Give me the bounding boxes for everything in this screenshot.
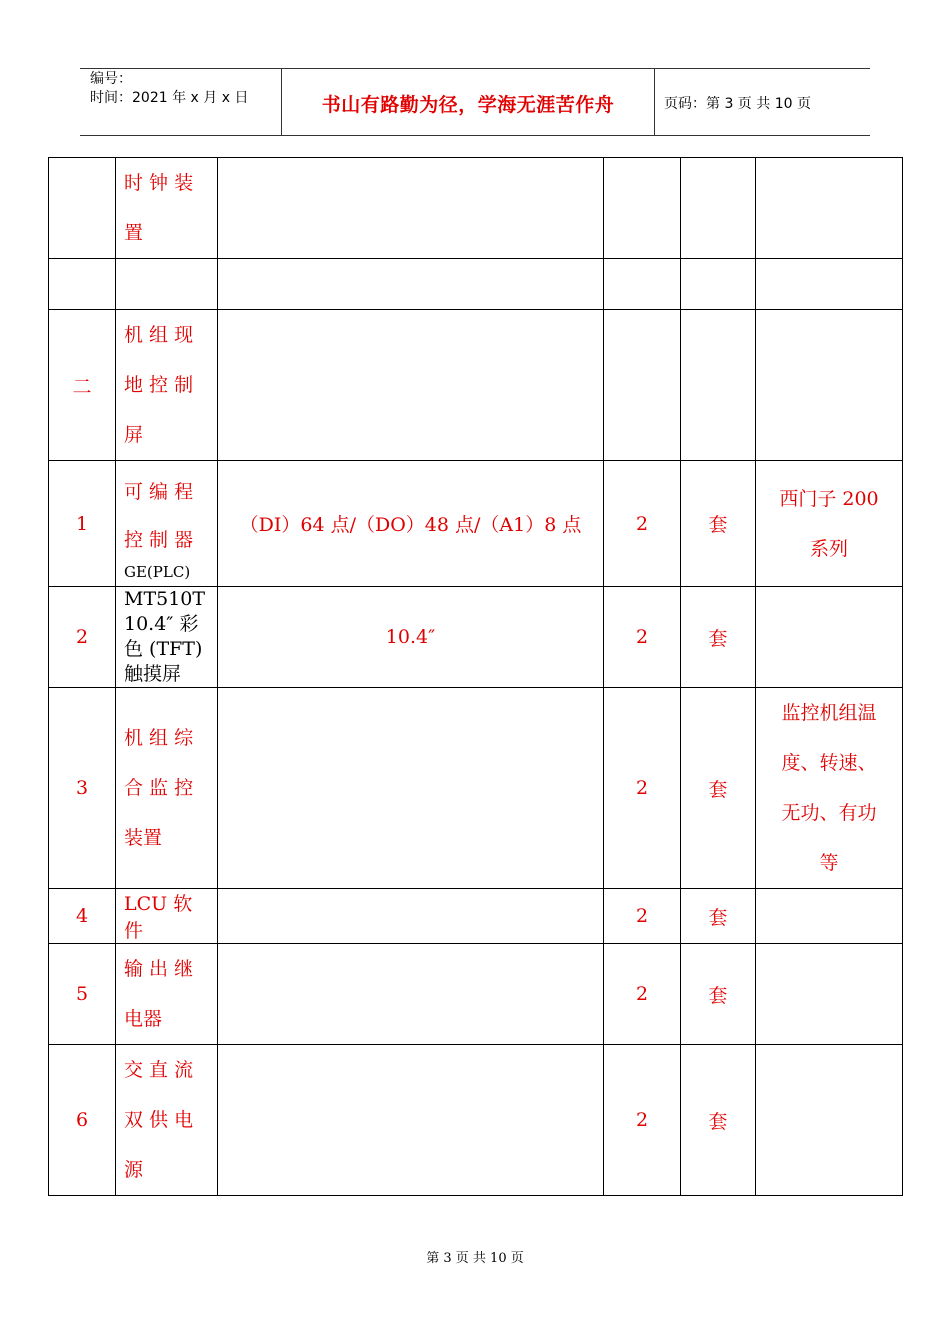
- header-page-number: 页码：第 3 页 共 10 页: [664, 96, 811, 112]
- table-row: [49, 310, 903, 461]
- row-index: 3: [49, 688, 116, 889]
- page-footer: 第 3 页 共 10 页: [426, 1251, 524, 1266]
- table-row: [49, 461, 903, 587]
- row-spec: [218, 688, 604, 889]
- row-note: [756, 1045, 903, 1196]
- table-row: [49, 587, 903, 688]
- row-name: 可 编 程 控 制 器 GE(PLC): [116, 461, 218, 587]
- row-index: [49, 259, 116, 310]
- row-spec: [218, 158, 604, 259]
- row-unit: 套: [681, 461, 756, 587]
- header-motto: 书山有路勤为径，学海无涯苦作舟: [321, 94, 615, 116]
- table-row: [49, 944, 903, 1045]
- row-qty: 2: [604, 944, 681, 1045]
- header-bottom-rule: [80, 135, 870, 136]
- row-name: 机 组 现 地 控 制 屏: [116, 310, 218, 461]
- row-spec: [218, 1045, 604, 1196]
- row-unit: [681, 310, 756, 461]
- table-row: [49, 889, 903, 944]
- row-index: 二: [49, 310, 116, 461]
- row-name: 机 组 综 合 监 控 装置: [116, 688, 218, 889]
- row-name: 输 出 继 电器: [116, 944, 218, 1045]
- row-note: [756, 587, 903, 688]
- row-index: 5: [49, 944, 116, 1045]
- table-row: [49, 158, 903, 259]
- row-index: 6: [49, 1045, 116, 1196]
- row-note: [756, 158, 903, 259]
- header-meta: [90, 70, 248, 108]
- row-qty: 2: [604, 587, 681, 688]
- row-unit: 套: [681, 587, 756, 688]
- row-spec: [218, 259, 604, 310]
- header-top-rule: [80, 68, 870, 69]
- row-note: [756, 889, 903, 944]
- row-spec: （DI）64 点/（DO）48 点/（A1）8 点: [218, 461, 604, 587]
- row-name: MT510T 10.4″ 彩 色 (TFT) 触摸屏: [116, 587, 218, 688]
- row-unit: 套: [681, 944, 756, 1045]
- row-qty: 2: [604, 1045, 681, 1196]
- row-note: [756, 310, 903, 461]
- row-qty: [604, 310, 681, 461]
- row-index: 1: [49, 461, 116, 587]
- row-spec: 10.4″: [218, 587, 604, 688]
- time-label: 时间：2021 年 x 月 x 日: [90, 90, 249, 106]
- row-name: LCU 软件: [116, 889, 218, 944]
- header-divider: [654, 68, 655, 135]
- row-note: 西门子 200 系列: [756, 461, 903, 587]
- row-qty: 2: [604, 889, 681, 944]
- row-unit: [681, 158, 756, 259]
- row-spec: [218, 310, 604, 461]
- row-unit: 套: [681, 688, 756, 889]
- row-unit: [681, 259, 756, 310]
- row-qty: [604, 259, 681, 310]
- table-row: [49, 259, 903, 310]
- row-name: 时 钟 装 置: [116, 158, 218, 259]
- serial-label: 编号：: [90, 71, 132, 87]
- equipment-table: [48, 157, 903, 1196]
- table-row: [49, 688, 903, 889]
- row-index: [49, 158, 116, 259]
- row-qty: 2: [604, 461, 681, 587]
- row-qty: 2: [604, 688, 681, 889]
- row-spec: [218, 889, 604, 944]
- row-name: [116, 259, 218, 310]
- row-note: 监控机组温 度、转速、 无功、有功 等: [756, 688, 903, 889]
- row-unit: 套: [681, 1045, 756, 1196]
- row-qty: [604, 158, 681, 259]
- row-spec: [218, 944, 604, 1045]
- row-note: [756, 259, 903, 310]
- row-unit: 套: [681, 889, 756, 944]
- row-note: [756, 944, 903, 1045]
- table-row: [49, 1045, 903, 1196]
- row-index: 2: [49, 587, 116, 688]
- row-index: 4: [49, 889, 116, 944]
- row-name: 交 直 流 双 供 电 源: [116, 1045, 218, 1196]
